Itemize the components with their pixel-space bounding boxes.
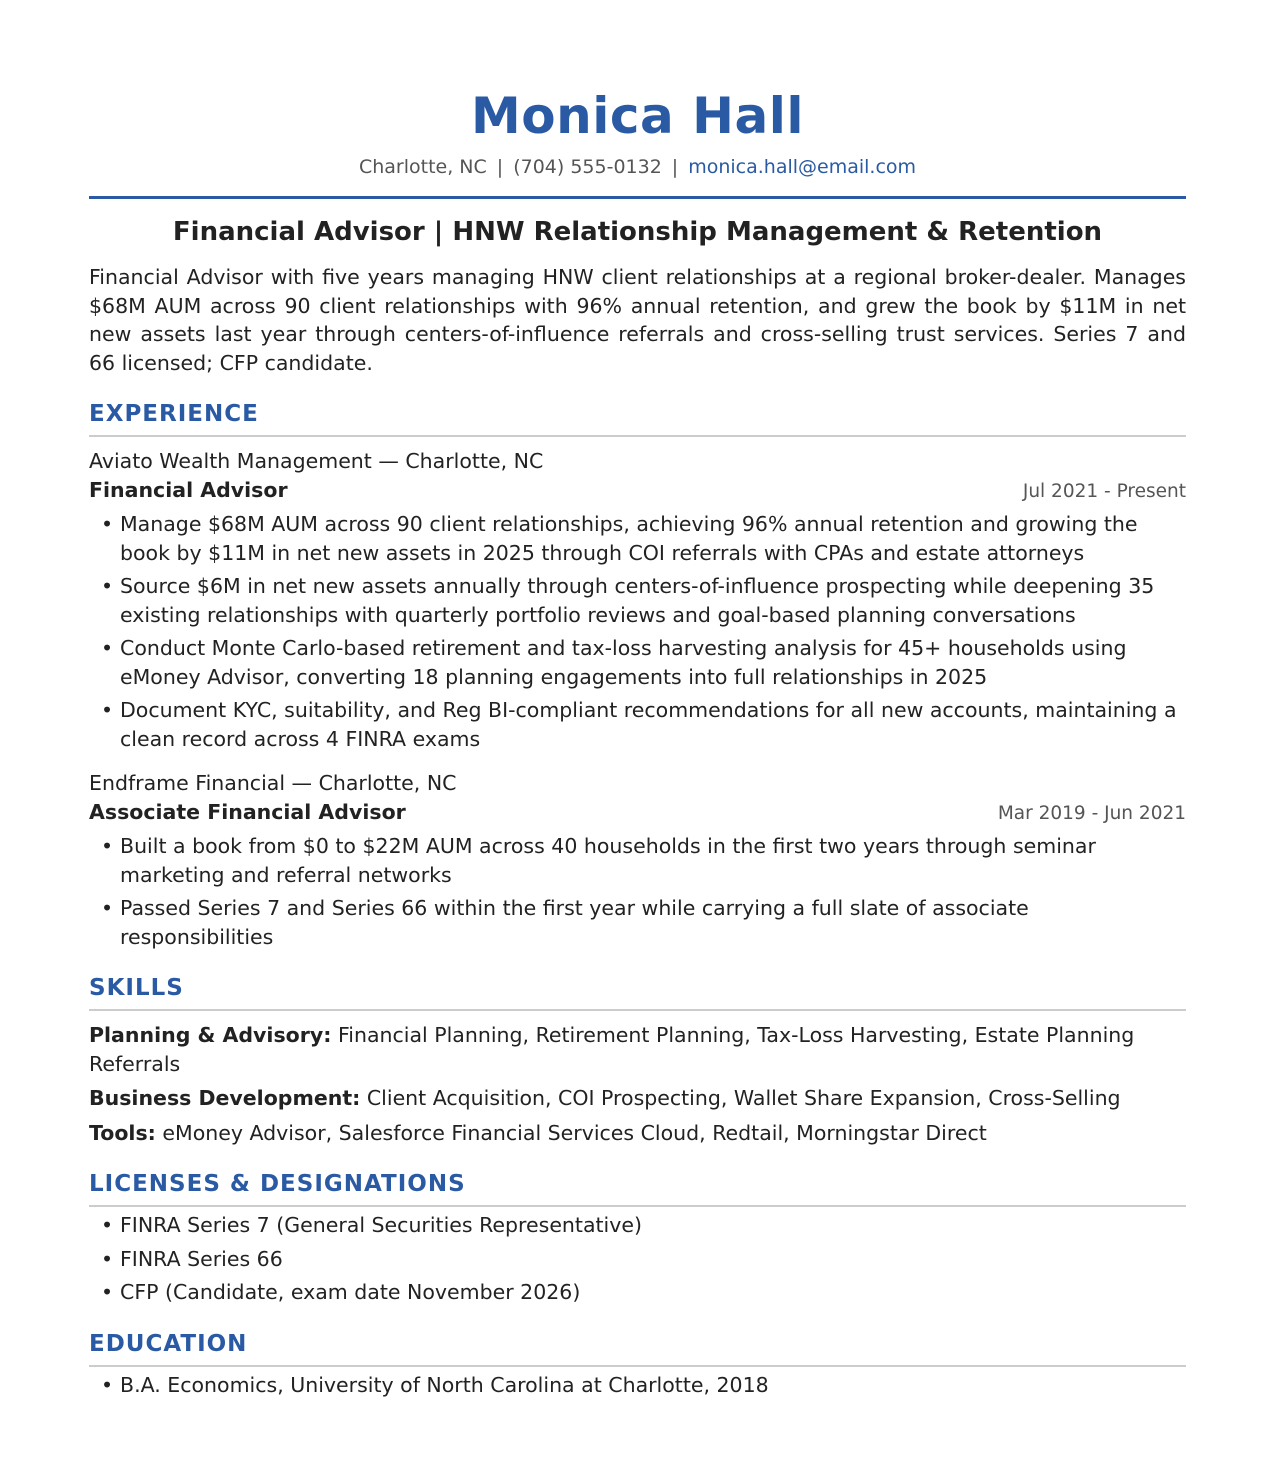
job-dates: Jul 2021 - Present xyxy=(1022,481,1186,502)
job-bullets xyxy=(89,510,1186,753)
licenses-section xyxy=(89,1169,1186,1307)
professional-headline: Financial Advisor | HNW Relationship Management & Retention xyxy=(172,217,1103,247)
contact-phone: (704) 555-0132 xyxy=(513,156,662,178)
skills-list xyxy=(89,1021,1186,1147)
license-item: • CFP (Candidate, exam date November 2026) xyxy=(89,1278,1186,1307)
skill-line xyxy=(89,1084,1186,1113)
license-item: • FINRA Series 7 (General Securities Representative) xyxy=(89,1211,1186,1240)
header-divider xyxy=(89,196,1186,199)
job-bullet: • Document KYC, suitability, and Reg BI-compliant recommendations for all new accounts, maintaining a clean record across 4 FINRA exams xyxy=(89,696,1186,753)
job-bullet: • Built a book from $0 to $22M AUM across 40 households in the first two years through seminar marketing and referral networks xyxy=(89,832,1186,889)
skill-value: eMoney Advisor, Salesforce Financial Services Cloud, Redtail, Morningstar Direct xyxy=(162,1120,987,1145)
contact-separator: | xyxy=(496,156,504,178)
section-title-experience: EXPERIENCE xyxy=(89,399,1186,437)
job-bullet: • Manage $68M AUM across 90 client relationships, achieving 96% annual retention and growing the book by $11M in net new assets in 2025 through COI referrals with CPAs and estate attorneys xyxy=(89,510,1186,567)
contact-separator: | xyxy=(671,156,679,178)
job-role-row xyxy=(89,476,1186,506)
contact-location: Charlotte, NC xyxy=(358,156,487,178)
candidate-name: Monica Hall xyxy=(471,87,804,145)
job-role: Associate Financial Advisor xyxy=(89,800,406,824)
job-role: Financial Advisor xyxy=(89,478,288,502)
skill-label: Business Development: xyxy=(89,1086,361,1110)
professional-summary: Financial Advisor with five years managing HNW client relationships at a regional broker-dealer. Manages $68M AUM across 90 client relationships with 96% annual retention, and grew the book by $11M in net new assets last year through centers-of-influence referrals and cross-selling trust services. Series 7 and 66 licensed; CFP candidate. xyxy=(89,265,1186,375)
licenses-list xyxy=(89,1211,1186,1307)
job-role-row xyxy=(89,798,1186,828)
job-bullets xyxy=(89,832,1186,951)
experience-section xyxy=(89,399,1186,951)
skill-line xyxy=(89,1119,1186,1148)
contact-line xyxy=(89,154,1186,180)
skill-value: Client Acquisition, COI Prospecting, Wallet Share Expansion, Cross-Selling xyxy=(366,1086,1121,1110)
job-bullet: • Source $6M in net new assets annually through centers-of-influence prospecting while deepening 35 existing relationships with quarterly portfolio reviews and goal-based planning conversations xyxy=(89,572,1186,629)
section-title-skills: SKILLS xyxy=(89,973,1186,1011)
education-section xyxy=(89,1329,1186,1400)
job-company: Aviato Wealth Management — Charlotte, NC xyxy=(89,449,544,473)
skill-line xyxy=(89,1021,1186,1078)
skill-label: Planning & Advisory: xyxy=(89,1023,332,1047)
contact-email-link[interactable]: monica.hall@email.com xyxy=(688,156,917,178)
job-company: Endframe Financial — Charlotte, NC xyxy=(89,771,457,795)
job-dates: Mar 2019 - Jun 2021 xyxy=(997,803,1186,824)
license-item: • FINRA Series 66 xyxy=(89,1245,1186,1274)
job-bullet: • Conduct Monte Carlo-based retirement and tax-loss harvesting analysis for 45+ households using eMoney Advisor, converting 18 planning engagements into full relationships in 2025 xyxy=(89,634,1186,691)
skill-value: Financial Planning, Retirement Planning, Tax-Loss Harvesting, Estate Planning Referrals xyxy=(89,1023,1135,1076)
section-title-licenses: LICENSES & DESIGNATIONS xyxy=(89,1169,1186,1207)
section-title-education: EDUCATION xyxy=(89,1329,1186,1367)
job-entry xyxy=(89,447,1186,753)
job-bullet: • Passed Series 7 and Series 66 within the first year while carrying a full slate of associate responsibilities xyxy=(89,894,1186,951)
job-entry xyxy=(89,769,1186,951)
education-item: • B.A. Economics, University of North Carolina at Charlotte, 2018 xyxy=(89,1371,1186,1400)
education-list xyxy=(89,1371,1186,1400)
skills-section xyxy=(89,973,1186,1147)
skill-label: Tools: xyxy=(89,1120,156,1145)
